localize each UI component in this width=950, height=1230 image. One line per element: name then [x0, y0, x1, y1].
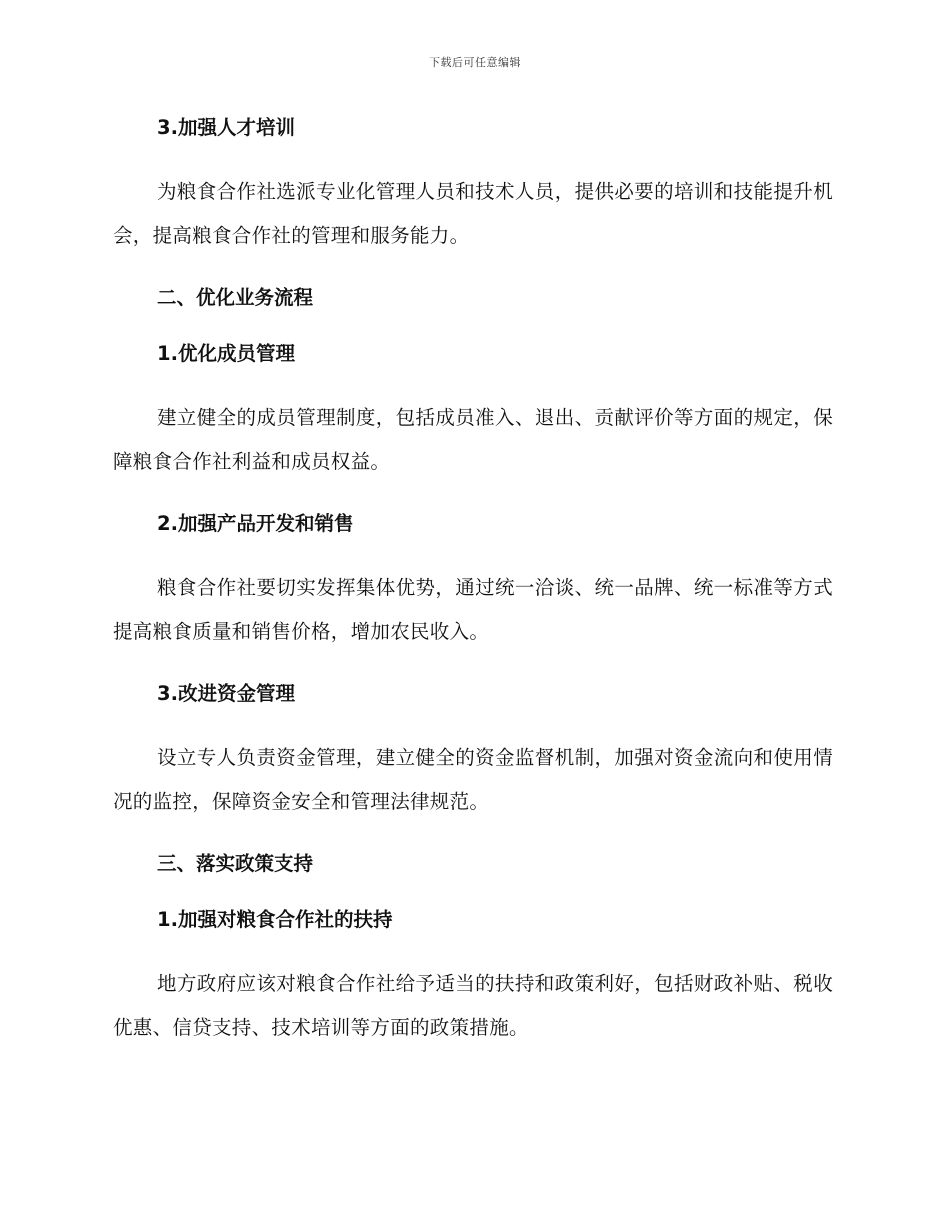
paragraph: 粮食合作社要切实发挥集体优势，通过统一洽谈、统一品牌、统一标准等方式提高粮食质量和销售价格，增加农民收入。 [113, 576, 833, 643]
section-heading: 三、落实政策支持 [157, 852, 314, 875]
subsection-heading: 2.加强产品开发和销售 [157, 512, 354, 535]
section-heading: 3.加强人才培训 [157, 116, 295, 139]
subsection-heading: 3.改进资金管理 [157, 682, 295, 705]
document-body [113, 112, 833, 1050]
section-heading: 二、优化业务流程 [157, 286, 314, 309]
subsection-heading: 1.优化成员管理 [157, 342, 295, 365]
paragraph: 为粮食合作社选派专业化管理人员和技术人员，提供必要的培训和技能提升机会，提高粮食合作社的管理和服务能力。 [113, 180, 833, 247]
paragraph: 地方政府应该对粮食合作社给予适当的扶持和政策利好，包括财政补贴、税收优惠、信贷支持、技术培训等方面的政策措施。 [113, 972, 833, 1039]
subsection-heading: 1.加强对粮食合作社的扶持 [157, 908, 393, 931]
paragraph: 设立专人负责资金管理，建立健全的资金监督机制，加强对资金流向和使用情况的监控，保障资金安全和管理法律规范。 [113, 746, 833, 813]
paragraph: 建立健全的成员管理制度，包括成员准入、退出、贡献评价等方面的规定，保障粮食合作社利益和成员权益。 [113, 406, 833, 473]
page-header: 下载后可任意编辑 [429, 56, 521, 69]
